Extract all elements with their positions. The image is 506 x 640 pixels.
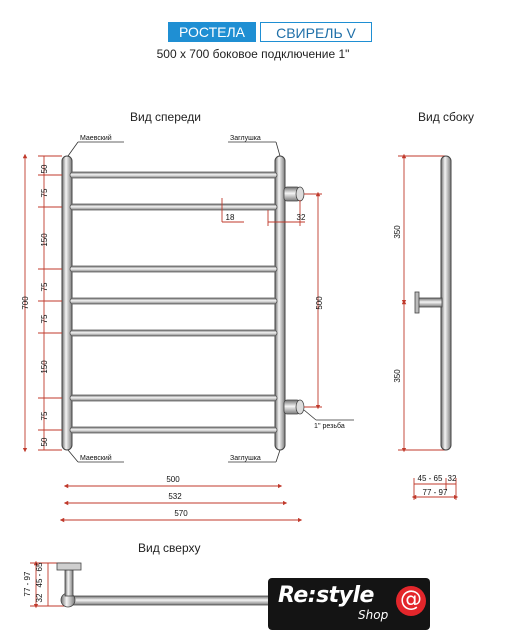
- svg-text:50: 50: [40, 164, 49, 174]
- svg-text:700: 700: [21, 296, 30, 310]
- svg-text:77 - 97: 77 - 97: [23, 571, 32, 597]
- callout-mayevsky-bottom: Маевский: [80, 455, 112, 462]
- top-view-title: Вид сверху: [138, 541, 201, 555]
- dim-side-depth-a: 45 - 65: [417, 474, 443, 483]
- svg-text:75: 75: [40, 282, 49, 292]
- bar-2: [70, 204, 277, 210]
- dim-side-depth-total: 77 - 97: [422, 488, 448, 497]
- front-view-bars: [70, 172, 277, 433]
- bar-1: [70, 172, 277, 178]
- callout-plug-bottom: Заглушка: [230, 455, 261, 462]
- dim-pipe-offset: 32: [296, 213, 306, 222]
- svg-text:50: 50: [40, 437, 49, 447]
- dim-width-500: 500: [166, 475, 180, 484]
- svg-text:75: 75: [40, 188, 49, 198]
- logo-text: Re:style: [278, 583, 374, 608]
- restyle-shop-logo: [268, 578, 430, 630]
- callout-plug-top: Заглушка: [230, 135, 261, 142]
- bar-4: [70, 298, 277, 304]
- svg-text:45 - 65: 45 - 65: [35, 562, 44, 588]
- bar-5: [70, 330, 277, 336]
- dim-width-570: 570: [174, 509, 188, 518]
- dim-side-depth-b: 32: [447, 474, 457, 483]
- svg-text:350: 350: [393, 369, 402, 383]
- dim-width-532: 532: [168, 492, 182, 501]
- svg-text:350: 350: [393, 225, 402, 239]
- bar-3: [70, 266, 277, 272]
- svg-text:32: 32: [35, 593, 44, 603]
- logo-subtext: Shop: [358, 608, 389, 622]
- top-view: [57, 563, 286, 607]
- bar-6: [70, 395, 277, 401]
- subtitle: 500 x 700 боковое подключение 1": [156, 47, 350, 61]
- model-label: СВИРЕЛЬ V: [260, 22, 372, 42]
- callout-thread: 1'' резьба: [314, 423, 345, 430]
- at-icon: @: [396, 586, 426, 616]
- svg-text:150: 150: [40, 233, 49, 247]
- side-view: [415, 156, 451, 450]
- bar-7: [70, 427, 277, 433]
- front-view-title: Вид спереди: [130, 110, 202, 124]
- brand-label: РОСТЕЛА: [168, 22, 256, 42]
- left-dimension-labels: [21, 164, 402, 602]
- callout-mayevsky-top: Маевский: [80, 135, 112, 142]
- svg-text:75: 75: [40, 411, 49, 421]
- svg-text:75: 75: [40, 314, 49, 324]
- svg-text:150: 150: [40, 360, 49, 374]
- dim-bar-offset: 18: [225, 213, 235, 222]
- svg-text:500: 500: [315, 296, 324, 310]
- dimension-lines: [25, 156, 456, 606]
- side-view-title: Вид сбоку: [418, 110, 474, 124]
